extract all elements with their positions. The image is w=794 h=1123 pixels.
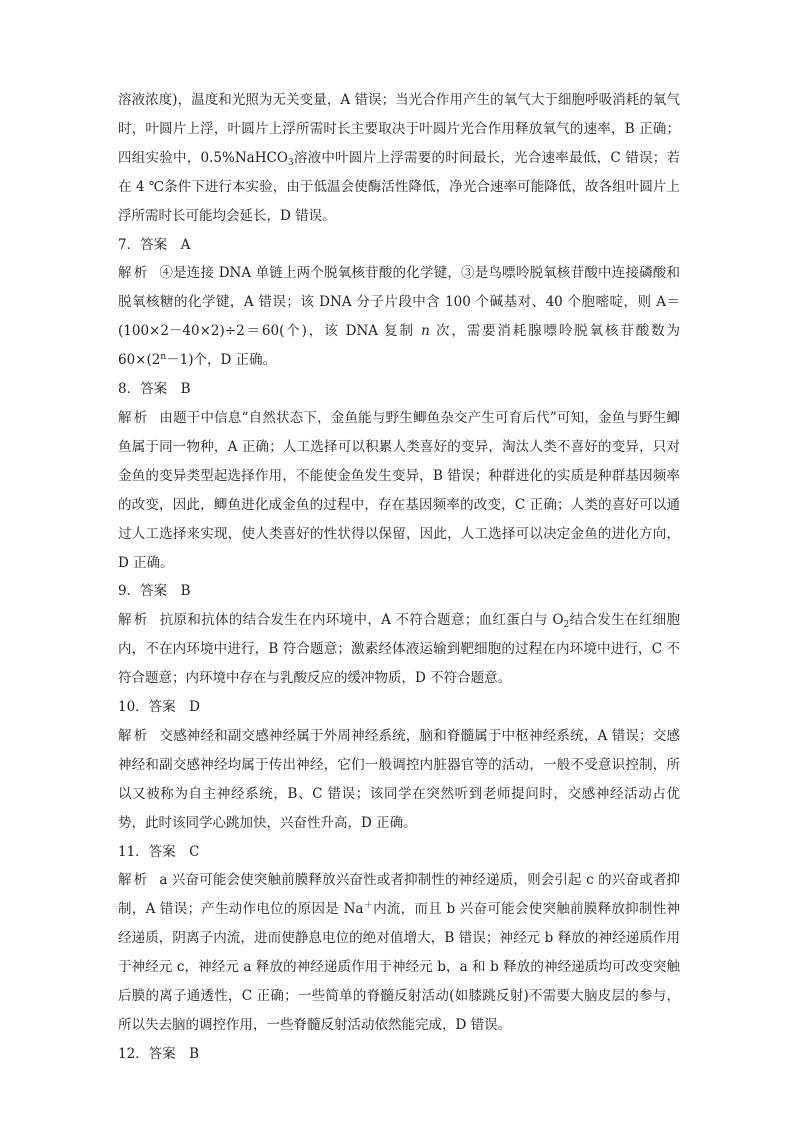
formula-part: 2 <box>563 620 570 631</box>
formula-part: 3 <box>287 157 294 168</box>
answer-line: 7．答案 A <box>118 236 191 253</box>
answer-line: 12．答案 B <box>118 1045 200 1062</box>
formula-part: n <box>160 352 167 363</box>
analysis-paragraph: 解析 a 兴奋可能会使突触前膜释放兴奋性或者抑制性的神经递质，则会引起 c 的兴奋或者抑制，A 错误；产生动作电位的原因是 Na＋内流，而且 b 兴奋可能会使突触前膜释放抑制性神经递质，阴离子内流，进而使静息电位的绝对值增大，B 错误；神经元 b 释放的神经递质作用于神经元 c，神经元 a 释放的神经递质作用于神经元 b，a 和 b 释放的神经递质均可改变突触后膜的离子通透性，C 正确；一些简单的脊髓反射活动(如膝跳反射)不需要大脑皮层的参与，所以失去脑的调控作用，一些脊髓反射活动依然能完成，D 错误。 <box>118 872 681 1033</box>
answer-line: 10．答案 D <box>118 699 201 716</box>
analysis-paragraph: 解析 抗原和抗体的结合发生在内环境中，A 不符合题意；血红蛋白与 $O_2$结合发生在红细胞内，不在内环境中进行，B 符合题意；激素经体液运输到靶细胞的过程在内环境中进行，C 不符合题意；内环境中存在与乳酸反应的缓冲物质，D 不符合题意。 <box>118 612 681 687</box>
answer-line: 8．答案 B <box>118 381 191 398</box>
analysis-label: 解析 <box>118 872 150 889</box>
answer-explanations <box>118 86 680 1069</box>
analysis-label: 解析 <box>118 265 150 282</box>
analysis-label: 解析 <box>118 409 150 426</box>
analysis-paragraph: 解析 由题干中信息“自然状态下，金鱼能与野生鲫鱼杂交产生可育后代”可知，金鱼与野生鲫鱼属于同一物种，A 正确；人工选择可以积累人类喜好的变异，淘汰人类不喜好的变异，只对金鱼的变异类型起选择作用，不能使金鱼发生变异，B 错误；种群进化的实质是种群基因频率的改变，因此，鲫鱼进化成金鱼的过程中，存在基因频率的改变，C 正确；人类的喜好可以通过人工选择来实现，使人类喜好的性状得以保留，因此，人工选择可以决定金鱼的进化方向，D 正确。 <box>118 409 680 571</box>
answer-line: 11．答案 C <box>118 843 200 860</box>
analysis-label: 解析 <box>118 612 150 629</box>
text-paragraph: 溶液浓度)，温度和光照为无关变量，A 错误；当光合作用产生的氧气大于细胞呼吸消耗的氧气时，叶圆片上浮，叶圆片上浮所需时长主要取决于叶圆片光合作用释放氧气的速率，B 正确；四组实验中，0.5%NaHCO$_3$溶液中叶圆片上浮需要的时间最长，光合速率最低，C 错误；若在 4 ℃条件下进行本实验，由于低温会使酶活性降低，净光合速率可能降低，故各组叶圆片上浮所需时长可能均会延长，D 错误。 <box>118 92 681 224</box>
analysis-paragraph: 解析 ④是连接 DNA 单链上两个脱氧核苷酸的化学键，③是鸟嘌呤脱氧核苷酸中连接磷酸和脱氧核糖的化学键，A 错误；该 DNA 分子片段中含 100 个碱基对、40 个胞嘧啶，则 A＝(100×2－40×2)÷2＝60(个)，该 DNA 复制 n 次，需要消耗腺嘌呤脱氧核苷酸数为 $60\times(2^n-1)$个，D 正确。 <box>118 265 681 369</box>
analysis-label: 解析 <box>118 727 150 744</box>
answer-line: 9．答案 B <box>118 583 191 600</box>
formula-part: ＋ <box>363 901 374 912</box>
formula-part: n <box>421 323 430 340</box>
analysis-paragraph: 解析 交感神经和副交感神经属于外周神经系统，脑和脊髓属于中枢神经系统，A 错误；交感神经和副交感神经均属于传出神经，它们一般调控内脏器官等的活动，一般不受意识控制，所以又被称为自主神经系统，B、C 错误；该同学在突然听到老师提问时，交感神经活动占优势，此时该同学心跳加快，兴奋性升高，D 正确。 <box>118 727 681 831</box>
